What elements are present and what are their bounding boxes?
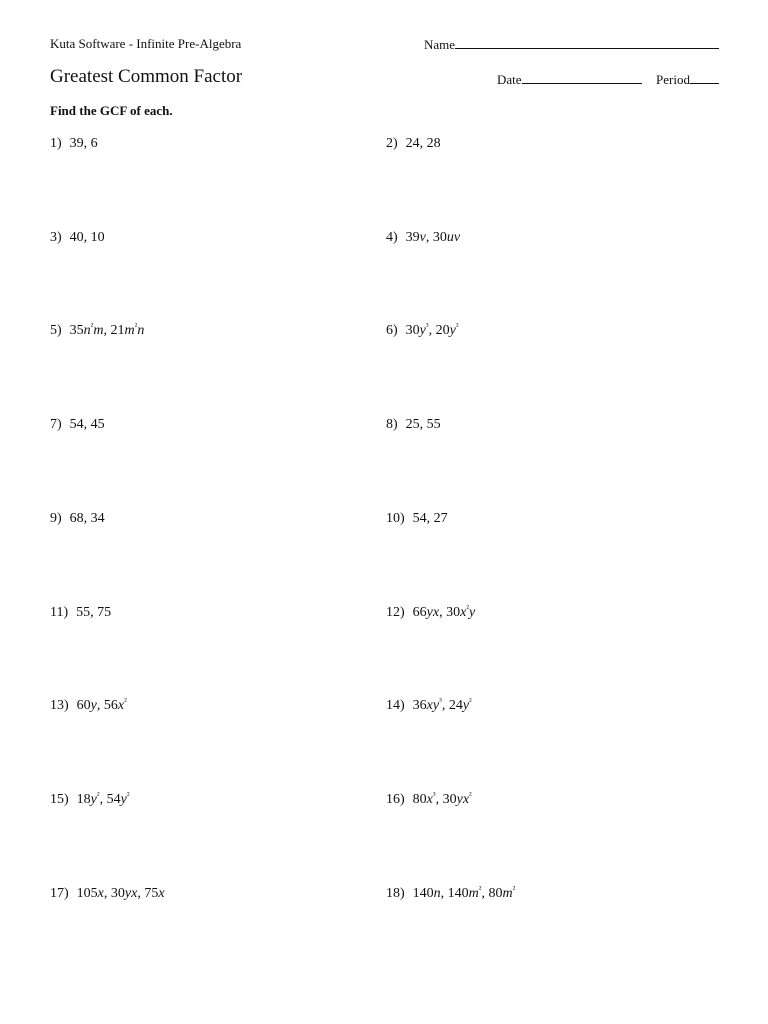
- problem-number: 8): [386, 417, 398, 432]
- problem-expression: 105x, 30yx, 75x: [76, 886, 165, 901]
- problem-number: 10): [386, 511, 405, 526]
- problem-expression: $36xy^{^3}$, $24y^{^2}$: [412, 696, 472, 713]
- problem-14: [386, 698, 472, 714]
- problem-number: 6): [386, 323, 398, 338]
- instructions: Find the GCF of each.: [50, 103, 173, 118]
- problem-number: 7): [50, 417, 62, 432]
- problem-17: [50, 886, 165, 902]
- period-underline: [690, 71, 719, 84]
- name-label: Name: [424, 37, 456, 52]
- problem-number: 16): [386, 792, 405, 807]
- problem-number: 3): [50, 230, 62, 245]
- problem-expression: $30y^{^3}$, $20y^{^2}$: [405, 321, 459, 338]
- problem-expression: 55, 75: [76, 605, 112, 620]
- problem-number: 18): [386, 886, 405, 901]
- problem-15: [50, 792, 130, 808]
- date-period-field: [497, 71, 719, 88]
- problem-11: [50, 605, 111, 621]
- name-field: [424, 36, 719, 53]
- problem-expression: 60y, $56x^{^2}$: [76, 696, 127, 713]
- problem-expression: 68, 34: [69, 511, 105, 526]
- problem-expression: 54, 27: [412, 511, 448, 526]
- period-label: Period: [656, 72, 690, 87]
- problem-expression: $35n^{^2}m$, $21m^{^2}n$: [69, 321, 145, 338]
- problem-number: 12): [386, 605, 405, 620]
- problem-6: [386, 323, 459, 339]
- problem-number: 14): [386, 698, 405, 713]
- problem-expression: 25, 55: [405, 417, 441, 432]
- problem-number: 13): [50, 698, 69, 713]
- problem-number: 5): [50, 323, 62, 338]
- problem-expression: 66yx, $30x^{^2}y$: [412, 603, 476, 620]
- problem-3: [50, 230, 105, 246]
- problem-5: [50, 323, 144, 339]
- date-label: Date: [497, 72, 522, 87]
- date-underline: [522, 71, 642, 84]
- problem-10: [386, 511, 448, 527]
- name-underline: [455, 36, 719, 49]
- problem-number: 4): [386, 230, 398, 245]
- problem-16: [386, 792, 472, 808]
- problem-expression: $80x^{^3}$, $30yx^{^2}$: [412, 790, 472, 807]
- problem-13: [50, 698, 127, 714]
- problem-number: 11): [50, 605, 69, 620]
- problem-8: [386, 417, 441, 433]
- problem-expression: 54, 45: [69, 417, 105, 432]
- problem-expression: $18y^{^2}$, $54y^{^2}$: [76, 790, 130, 807]
- problem-number: 9): [50, 511, 62, 526]
- problem-number: 2): [386, 136, 398, 151]
- problem-expression: 39, 6: [69, 136, 98, 151]
- problem-number: 17): [50, 886, 69, 901]
- problem-expression: 40, 10: [69, 230, 105, 245]
- problem-number: 1): [50, 136, 62, 151]
- problem-18: [386, 886, 515, 902]
- problem-1: [50, 136, 98, 152]
- problem-2: [386, 136, 441, 152]
- software-label: Kuta Software - Infinite Pre-Algebra: [50, 36, 242, 51]
- problem-7: [50, 417, 105, 433]
- problem-4: [386, 230, 460, 246]
- problem-expression: 39v, 30uv: [405, 230, 461, 245]
- problem-9: [50, 511, 105, 527]
- worksheet-title: Greatest Common Factor: [50, 66, 243, 87]
- problem-number: 15): [50, 792, 69, 807]
- problem-expression: 140n, $140m^{^2}$, $80m^{^2}$: [412, 884, 516, 901]
- problem-expression: 24, 28: [405, 136, 441, 151]
- problem-12: [386, 605, 475, 621]
